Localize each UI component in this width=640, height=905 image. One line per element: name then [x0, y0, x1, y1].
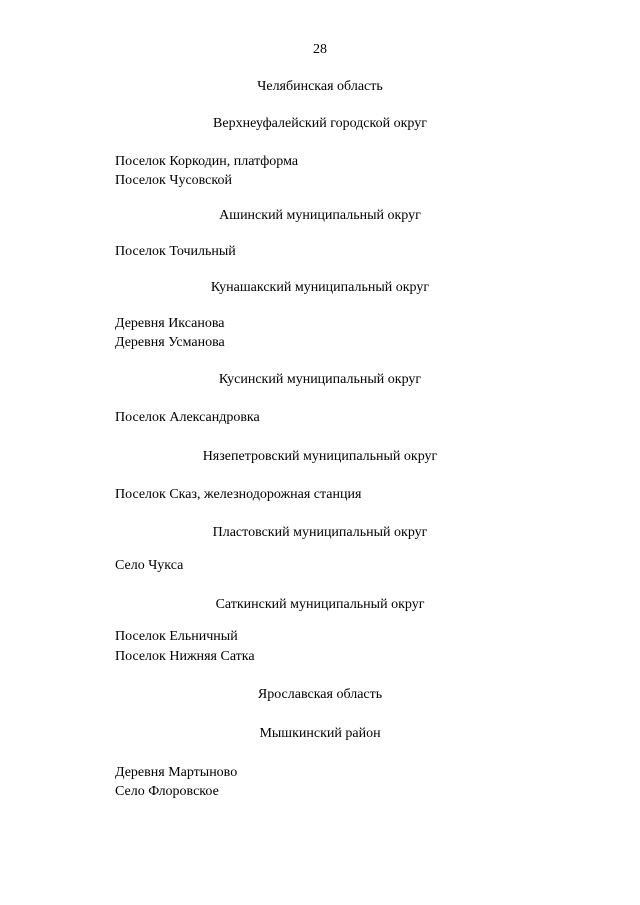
settlement-item: Деревня Иксанова	[115, 316, 225, 331]
district-heading: Кунашакский муниципальный округ	[210, 280, 430, 295]
settlement-item: Деревня Мартыново	[115, 765, 238, 780]
district-heading: Нязепетровский муниципальный округ	[202, 449, 438, 464]
district-heading: Верхнеуфалейский городской округ	[213, 116, 427, 131]
settlement-item: Поселок Точильный	[115, 244, 236, 259]
settlement-item: Село Флоровское	[115, 784, 219, 799]
settlement-item: Поселок Ельничный	[115, 629, 238, 644]
district-heading: Ашинский муниципальный округ	[219, 208, 421, 223]
region-heading: Челябинская область	[257, 79, 383, 94]
district-heading: Пластовский муниципальный округ	[212, 525, 428, 540]
district-heading: Саткинский муниципальный округ	[215, 597, 425, 612]
settlement-item: Поселок Чусовской	[115, 173, 232, 188]
settlement-item: Поселок Сказ, железнодорожная станция	[115, 487, 362, 502]
settlement-item: Поселок Коркодин, платформа	[115, 154, 299, 169]
region-heading: Ярославская область	[257, 687, 383, 702]
settlement-item: Поселок Нижняя Сатка	[115, 649, 255, 664]
page-number: 28	[313, 42, 327, 57]
settlement-item: Поселок Александровка	[115, 410, 260, 425]
settlement-item: Деревня Усманова	[115, 335, 225, 350]
district-heading: Кусинский муниципальный округ	[218, 372, 422, 387]
district-heading: Мышкинский район	[259, 726, 381, 741]
settlement-item: Село Чукса	[115, 558, 184, 573]
